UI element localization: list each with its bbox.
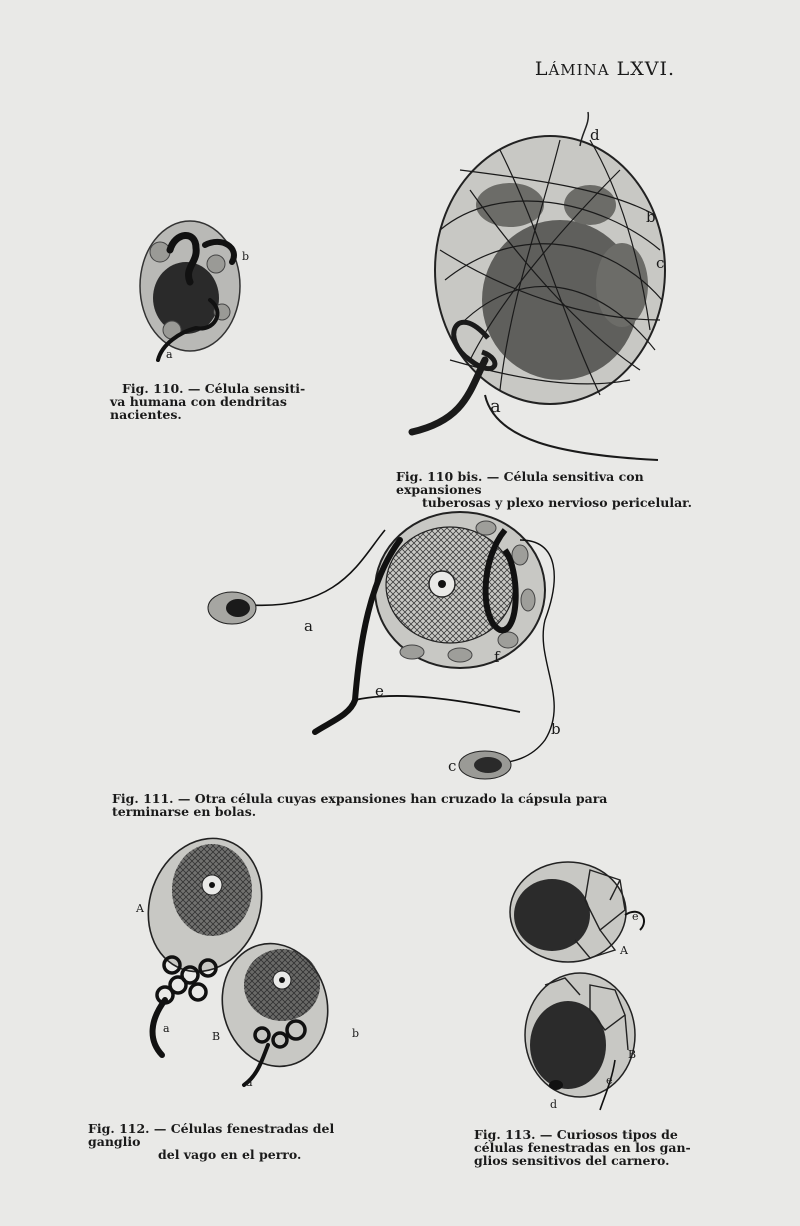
- plate-title: [535, 58, 675, 80]
- fig110-drawing: [140, 221, 240, 360]
- fig110bis-label-a: a: [490, 396, 501, 417]
- fig111-drawing: [208, 512, 554, 779]
- fig110bis-label-c: c: [656, 254, 665, 272]
- fig113-caption: [474, 1128, 704, 1167]
- fig113-label-A: A: [620, 944, 628, 957]
- fig112-label-a1: a: [163, 1022, 170, 1035]
- fig112-caption: [88, 1122, 368, 1161]
- fig113-label-d: d: [550, 1098, 558, 1111]
- fig111-label-c: c: [448, 757, 457, 775]
- fig113-drawing: [510, 862, 644, 1110]
- fig112-label-a2: a: [246, 1076, 253, 1089]
- fig112-label-b: b: [352, 1027, 360, 1040]
- fig110bis-caption-line1: Fig. 110 bis. — Célula sensitiva con expansiones: [396, 469, 644, 497]
- fig113-label-e1: e: [632, 910, 639, 923]
- fig110-caption-line2: va humana con dendritas: [110, 394, 287, 409]
- fig111-label-e: e: [375, 682, 384, 700]
- fig111-label-f: f: [494, 648, 500, 666]
- fig113-caption-line3: glios sensitivos del carnero.: [474, 1153, 670, 1168]
- plate-number: LXVI.: [616, 58, 675, 80]
- fig111-label-a: a: [304, 617, 313, 635]
- fig112-caption-line1: Fig. 112. — Células fenestradas del ganglio: [88, 1121, 335, 1149]
- fig111-caption: Fig. 111. — Otra célula cuyas expansiones han cruzado la cápsula para terminarse en bolas.: [112, 791, 608, 819]
- fig113-caption-line1: Fig. 113. — Curiosos tipos de: [474, 1127, 678, 1142]
- fig110-caption-line1: Fig. 110. — Célula sensiti-: [122, 381, 306, 396]
- fig113-label-B: B: [628, 1048, 637, 1061]
- fig112-label-B: B: [212, 1030, 221, 1043]
- plate-title-initial: L: [534, 58, 549, 80]
- fig110-label-a: a: [166, 348, 173, 361]
- fig110bis-caption: [396, 470, 716, 509]
- fig110bis-label-d: d: [590, 126, 600, 144]
- fig110-caption: [110, 382, 310, 421]
- fig113-caption-line2: células fenestradas en los gan-: [474, 1140, 691, 1155]
- fig112-drawing: [130, 822, 341, 1085]
- fig110-label-b: b: [242, 250, 250, 263]
- fig112-caption-line2: del vago en el perro.: [158, 1147, 302, 1162]
- fig110bis-drawing: [412, 112, 665, 460]
- fig110bis-label-b: b: [646, 208, 656, 226]
- fig111-label-b: b: [551, 720, 561, 738]
- fig112-label-A: A: [136, 902, 144, 915]
- fig113-label-e2: e: [606, 1074, 613, 1087]
- fig110-caption-line3: nacientes.: [110, 407, 182, 422]
- plate-title-rest: ÁMINA: [548, 61, 610, 79]
- fig110bis-caption-line2: tuberosas y plexo nervioso pericelular.: [422, 495, 692, 510]
